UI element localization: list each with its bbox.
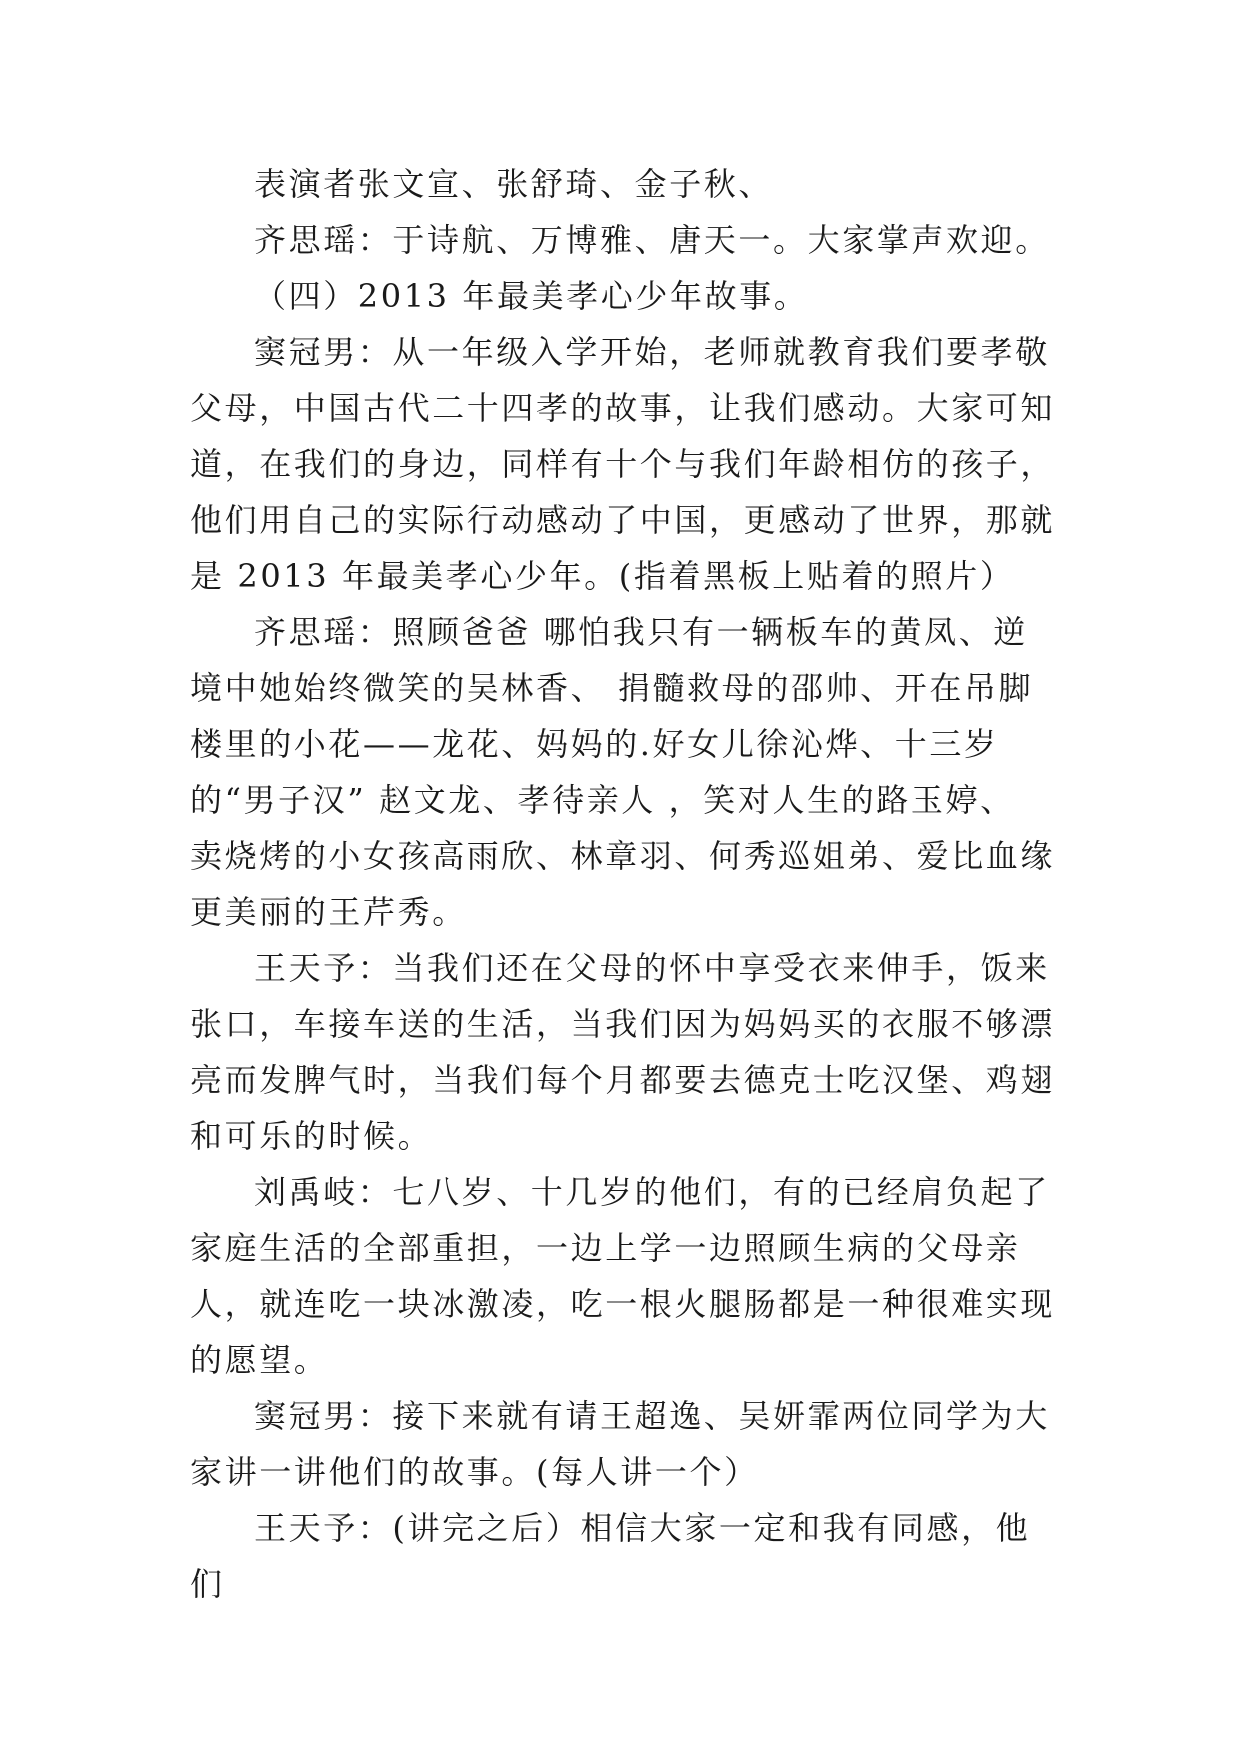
document-page bbox=[190, 160, 1060, 1612]
paragraph-liu-yuqi-burden: 刘禹岐：七八岁、十几岁的他们，有的已经肩负起了家庭生活的全部重担，一边上学一边照顾生病的父母亲人，就连吃一块冰激凌，吃一根火腿肠都是一种很难实现的愿望。 bbox=[190, 1173, 1056, 1379]
paragraph-qi-siyao-list: 齐思瑶：照顾爸爸 哪怕我只有一辆板车的黄凤、逆境中她始终微笑的吴林香、 捐髓救母的邵帅、开在吊脚楼里的小花——龙花、妈妈的.好女儿徐沁烨、十三岁的“男子汉” 赵文龙、孝待亲人 ，笑对人生的路玉婷、 卖烧烤的小女孩高雨欣、林章羽、何秀巡姐弟、爱比血缘更美丽的王芹秀。 bbox=[190, 613, 1056, 931]
paragraph-dou-guannan-intro: 窦冠男：从一年级入学开始，老师就教育我们要孝敬父母，中国古代二十四孝的故事，让我们感动。大家可知道，在我们的身边，同样有十个与我们年龄相仿的孩子，他们用自己的实际行动感动了中国，更感动了世界，那就是 2013 年最美孝心少年。(指着黑板上贴着的照片） bbox=[190, 333, 1056, 595]
paragraph-wang-tianyu-contrast: 王天予：当我们还在父母的怀中享受衣来伸手，饭来张口，车接车送的生活，当我们因为妈妈买的衣服不够漂亮而发脾气时，当我们每个月都要去德克士吃汉堡、鸡翅和可乐的时候。 bbox=[190, 949, 1056, 1155]
paragraph-performers: 表演者张文宣、张舒琦、金子秋、 bbox=[254, 165, 774, 203]
paragraph-dou-guannan-invite: 窦冠男：接下来就有请王超逸、吴妍霏两位同学为大家讲一讲他们的故事。(每人讲一个） bbox=[190, 1397, 1050, 1491]
paragraph-section-four-heading: （四）2013 年最美孝心少年故事。 bbox=[254, 277, 809, 315]
paragraph-qi-siyao-welcome: 齐思瑶：于诗航、万博雅、唐天一。大家掌声欢迎。 bbox=[254, 221, 1050, 259]
paragraph-wang-tianyu-after: 王天予：(讲完之后）相信大家一定和我有同感，他们 bbox=[190, 1509, 1031, 1603]
